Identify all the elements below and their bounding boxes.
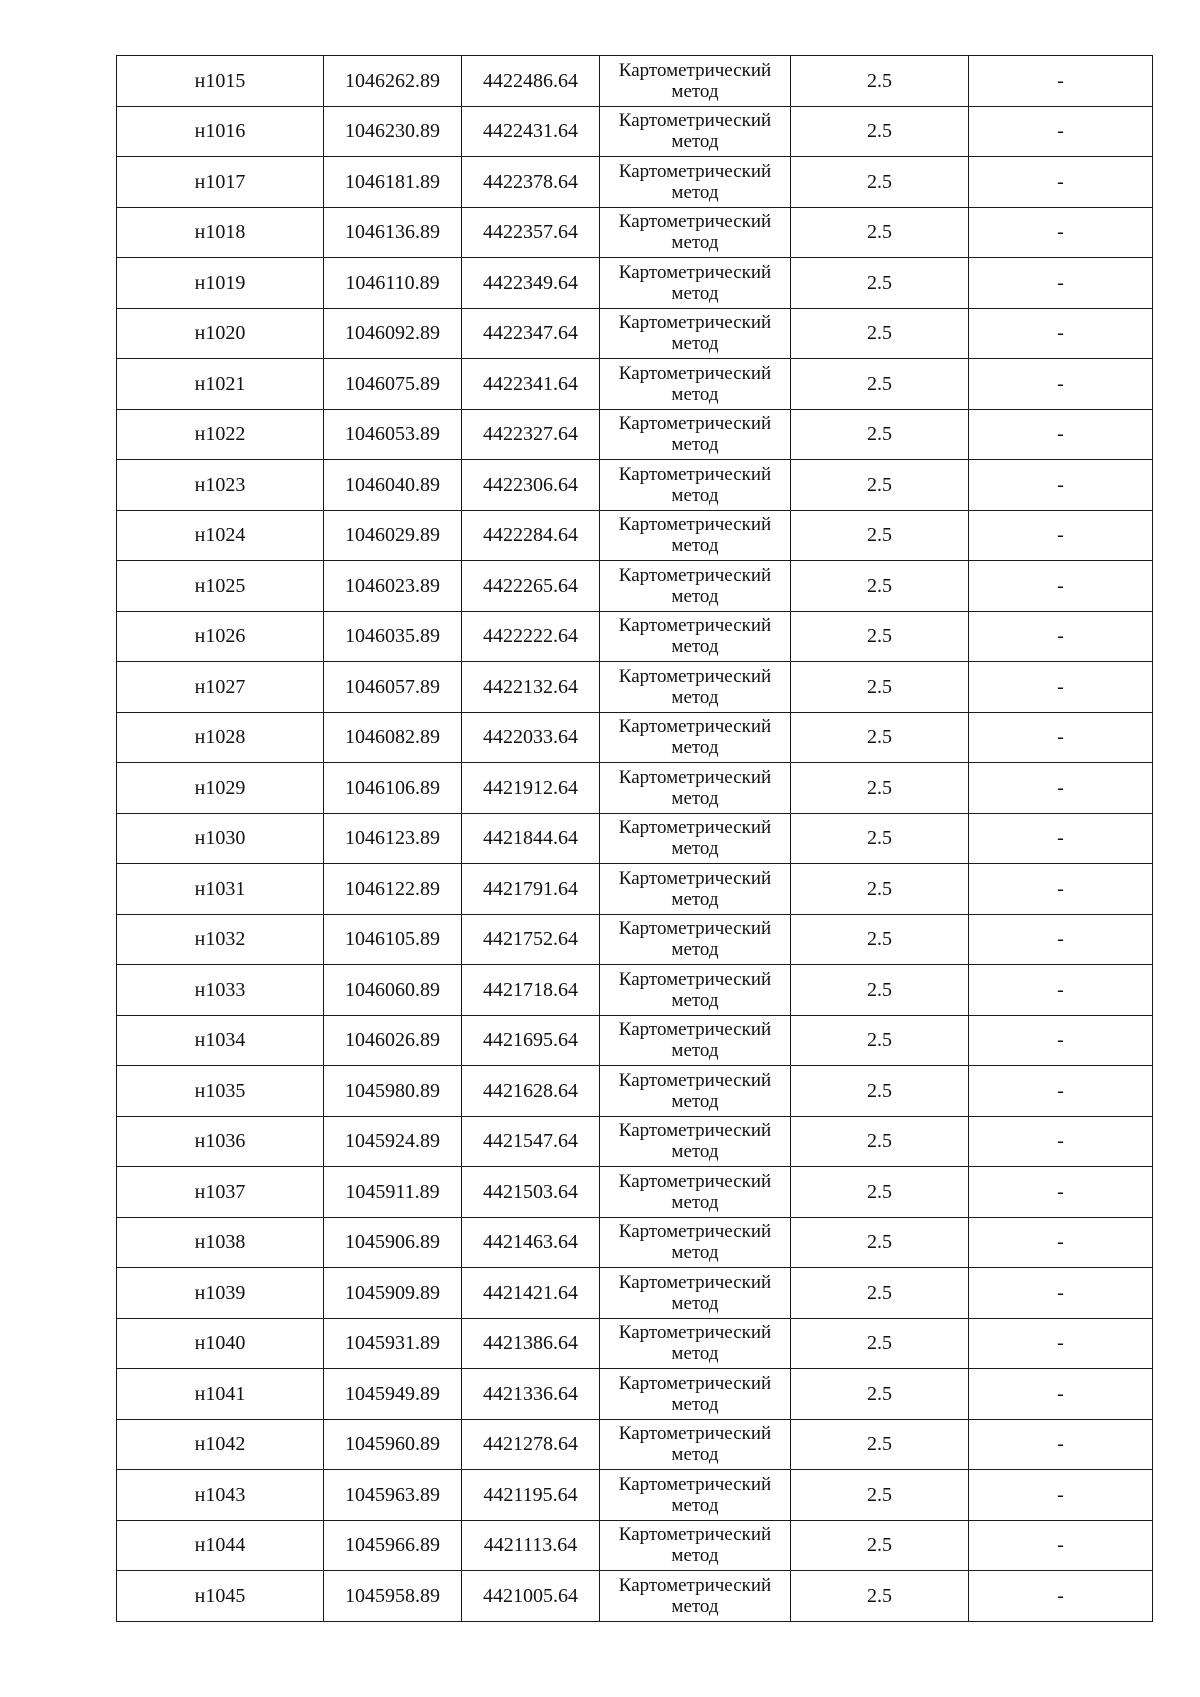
description-cell: - (969, 308, 1153, 359)
method-label-line1: Картометрический (618, 867, 772, 889)
y-coordinate-cell: 4421547.64 (462, 1116, 600, 1167)
accuracy-cell: 2.5 (791, 864, 969, 915)
description-cell: - (969, 207, 1153, 258)
accuracy-cell: 2.5 (791, 561, 969, 612)
description-cell: - (969, 157, 1153, 208)
point-number-cell: н1033 (117, 965, 324, 1016)
point-number-cell: н1035 (117, 1066, 324, 1117)
description-cell: - (969, 1419, 1153, 1470)
method-label-line1: Картометрический (618, 665, 772, 687)
method-cell (600, 1520, 791, 1571)
description-cell: - (969, 460, 1153, 511)
x-coordinate-cell: 1046060.89 (324, 965, 462, 1016)
method-label-line2: метод (671, 1595, 719, 1617)
point-number-cell: н1020 (117, 308, 324, 359)
x-coordinate-cell: 1046123.89 (324, 813, 462, 864)
description-cell: - (969, 561, 1153, 612)
x-coordinate-cell: 1045963.89 (324, 1470, 462, 1521)
method-label-line1: Картометрический (618, 1120, 772, 1142)
accuracy-cell: 2.5 (791, 207, 969, 258)
description-cell: - (969, 1318, 1153, 1369)
point-number-cell: н1028 (117, 712, 324, 763)
method-label-line2: метод (671, 383, 719, 405)
method-cell (600, 1369, 791, 1420)
x-coordinate-cell: 1046230.89 (324, 106, 462, 157)
point-number-cell: н1041 (117, 1369, 324, 1420)
table-row (117, 611, 1153, 662)
description-cell: - (969, 864, 1153, 915)
method-label-line2: метод (671, 1292, 719, 1314)
method-label-line1: Картометрический (618, 1372, 772, 1394)
point-number-cell: н1029 (117, 763, 324, 814)
method-label-line2: метод (671, 484, 719, 506)
y-coordinate-cell: 4422327.64 (462, 409, 600, 460)
method-label-line1: Картометрический (618, 1423, 772, 1445)
method-cell (600, 460, 791, 511)
method-cell (600, 864, 791, 915)
method-label-line1: Картометрический (618, 615, 772, 637)
x-coordinate-cell: 1046092.89 (324, 308, 462, 359)
y-coordinate-cell: 4421005.64 (462, 1571, 600, 1622)
description-cell: - (969, 359, 1153, 410)
method-label-line2: метод (671, 1494, 719, 1516)
point-number-cell: н1015 (117, 56, 324, 107)
point-number-cell: н1039 (117, 1268, 324, 1319)
y-coordinate-cell: 4422349.64 (462, 258, 600, 309)
point-number-cell: н1017 (117, 157, 324, 208)
method-label-line2: метод (671, 282, 719, 304)
y-coordinate-cell: 4422132.64 (462, 662, 600, 713)
method-cell (600, 1571, 791, 1622)
point-number-cell: н1032 (117, 914, 324, 965)
method-label-line2: метод (671, 888, 719, 910)
description-cell: - (969, 1217, 1153, 1268)
table-row (117, 359, 1153, 410)
method-label-line1: Картометрический (618, 1019, 772, 1041)
x-coordinate-cell: 1045931.89 (324, 1318, 462, 1369)
description-cell: - (969, 510, 1153, 561)
y-coordinate-cell: 4421844.64 (462, 813, 600, 864)
y-coordinate-cell: 4422222.64 (462, 611, 600, 662)
method-cell (600, 965, 791, 1016)
x-coordinate-cell: 1046035.89 (324, 611, 462, 662)
table-row (117, 308, 1153, 359)
description-cell: - (969, 1167, 1153, 1218)
description-cell: - (969, 1116, 1153, 1167)
description-cell: - (969, 1268, 1153, 1319)
x-coordinate-cell: 1046136.89 (324, 207, 462, 258)
method-cell (600, 1066, 791, 1117)
method-label-line2: метод (671, 737, 719, 759)
y-coordinate-cell: 4421386.64 (462, 1318, 600, 1369)
accuracy-cell: 2.5 (791, 359, 969, 410)
table-row (117, 1268, 1153, 1319)
method-cell (600, 1419, 791, 1470)
method-cell (600, 409, 791, 460)
x-coordinate-cell: 1046053.89 (324, 409, 462, 460)
table-row (117, 1116, 1153, 1167)
description-cell: - (969, 914, 1153, 965)
point-number-cell: н1022 (117, 409, 324, 460)
method-label-line2: метод (671, 1545, 719, 1567)
method-label-line2: метод (671, 535, 719, 557)
method-cell (600, 1217, 791, 1268)
method-cell (600, 1470, 791, 1521)
method-label-line1: Картометрический (618, 817, 772, 839)
method-label-line1: Картометрический (618, 968, 772, 990)
y-coordinate-cell: 4421752.64 (462, 914, 600, 965)
table-row (117, 1015, 1153, 1066)
accuracy-cell: 2.5 (791, 813, 969, 864)
method-label-line2: метод (671, 787, 719, 809)
x-coordinate-cell: 1045906.89 (324, 1217, 462, 1268)
table-row (117, 157, 1153, 208)
method-cell (600, 1015, 791, 1066)
point-number-cell: н1024 (117, 510, 324, 561)
method-label-line2: метод (671, 1040, 719, 1062)
method-label-line2: метод (671, 1444, 719, 1466)
table-row (117, 914, 1153, 965)
method-label-line1: Картометрический (618, 160, 772, 182)
method-label-line1: Картометрический (618, 1170, 772, 1192)
description-cell: - (969, 662, 1153, 713)
x-coordinate-cell: 1045949.89 (324, 1369, 462, 1420)
method-label-line1: Картометрический (618, 918, 772, 940)
x-coordinate-cell: 1045924.89 (324, 1116, 462, 1167)
point-number-cell: н1023 (117, 460, 324, 511)
point-number-cell: н1042 (117, 1419, 324, 1470)
y-coordinate-cell: 4421718.64 (462, 965, 600, 1016)
point-number-cell: н1045 (117, 1571, 324, 1622)
method-label-line1: Картометрический (618, 514, 772, 536)
y-coordinate-cell: 4422357.64 (462, 207, 600, 258)
x-coordinate-cell: 1046026.89 (324, 1015, 462, 1066)
y-coordinate-cell: 4421336.64 (462, 1369, 600, 1420)
x-coordinate-cell: 1045980.89 (324, 1066, 462, 1117)
table-row (117, 561, 1153, 612)
x-coordinate-cell: 1045911.89 (324, 1167, 462, 1218)
accuracy-cell: 2.5 (791, 1520, 969, 1571)
method-cell (600, 359, 791, 410)
table-row (117, 1167, 1153, 1218)
point-number-cell: н1036 (117, 1116, 324, 1167)
description-cell: - (969, 763, 1153, 814)
accuracy-cell: 2.5 (791, 1268, 969, 1319)
y-coordinate-cell: 4421695.64 (462, 1015, 600, 1066)
method-cell (600, 106, 791, 157)
x-coordinate-cell: 1046023.89 (324, 561, 462, 612)
method-cell (600, 1318, 791, 1369)
method-label-line1: Картометрический (618, 1069, 772, 1091)
description-cell: - (969, 56, 1153, 107)
table-row (117, 1217, 1153, 1268)
method-cell (600, 56, 791, 107)
description-cell: - (969, 1470, 1153, 1521)
point-number-cell: н1026 (117, 611, 324, 662)
method-label-line2: метод (671, 333, 719, 355)
accuracy-cell: 2.5 (791, 1015, 969, 1066)
table-row (117, 207, 1153, 258)
method-label-line1: Картометрический (618, 1322, 772, 1344)
point-number-cell: н1031 (117, 864, 324, 915)
x-coordinate-cell: 1046040.89 (324, 460, 462, 511)
y-coordinate-cell: 4422284.64 (462, 510, 600, 561)
x-coordinate-cell: 1046075.89 (324, 359, 462, 410)
description-cell: - (969, 965, 1153, 1016)
accuracy-cell: 2.5 (791, 1116, 969, 1167)
table-row (117, 460, 1153, 511)
accuracy-cell: 2.5 (791, 460, 969, 511)
coordinates-table-container (116, 55, 1152, 1622)
coordinates-table (116, 55, 1153, 1622)
accuracy-cell: 2.5 (791, 611, 969, 662)
method-label-line2: метод (671, 1191, 719, 1213)
method-cell (600, 712, 791, 763)
y-coordinate-cell: 4422033.64 (462, 712, 600, 763)
method-cell (600, 662, 791, 713)
y-coordinate-cell: 4421791.64 (462, 864, 600, 915)
description-cell: - (969, 1520, 1153, 1571)
x-coordinate-cell: 1046029.89 (324, 510, 462, 561)
accuracy-cell: 2.5 (791, 1419, 969, 1470)
method-label-line2: метод (671, 838, 719, 860)
method-label-line1: Картометрический (618, 110, 772, 132)
method-cell (600, 510, 791, 561)
point-number-cell: н1025 (117, 561, 324, 612)
y-coordinate-cell: 4422341.64 (462, 359, 600, 410)
point-number-cell: н1027 (117, 662, 324, 713)
table-row (117, 1066, 1153, 1117)
accuracy-cell: 2.5 (791, 1318, 969, 1369)
accuracy-cell: 2.5 (791, 157, 969, 208)
method-label-line1: Картометрический (618, 211, 772, 233)
method-label-line2: метод (671, 232, 719, 254)
method-label-line1: Картометрический (618, 463, 772, 485)
y-coordinate-cell: 4422378.64 (462, 157, 600, 208)
point-number-cell: н1043 (117, 1470, 324, 1521)
table-row (117, 106, 1153, 157)
y-coordinate-cell: 4421503.64 (462, 1167, 600, 1218)
description-cell: - (969, 409, 1153, 460)
accuracy-cell: 2.5 (791, 1571, 969, 1622)
method-cell (600, 308, 791, 359)
method-label-line1: Картометрический (618, 261, 772, 283)
description-cell: - (969, 813, 1153, 864)
point-number-cell: н1021 (117, 359, 324, 410)
method-label-line2: метод (671, 939, 719, 961)
method-cell (600, 763, 791, 814)
method-label-line2: метод (671, 181, 719, 203)
table-row (117, 1571, 1153, 1622)
table-row (117, 763, 1153, 814)
method-label-line1: Картометрический (618, 716, 772, 738)
method-label-line1: Картометрический (618, 413, 772, 435)
table-row (117, 510, 1153, 561)
table-row (117, 1419, 1153, 1470)
x-coordinate-cell: 1045909.89 (324, 1268, 462, 1319)
y-coordinate-cell: 4421195.64 (462, 1470, 600, 1521)
accuracy-cell: 2.5 (791, 1066, 969, 1117)
description-cell: - (969, 712, 1153, 763)
y-coordinate-cell: 4422306.64 (462, 460, 600, 511)
x-coordinate-cell: 1046262.89 (324, 56, 462, 107)
x-coordinate-cell: 1046105.89 (324, 914, 462, 965)
method-label-line2: метод (671, 1141, 719, 1163)
method-cell (600, 1116, 791, 1167)
point-number-cell: н1016 (117, 106, 324, 157)
accuracy-cell: 2.5 (791, 258, 969, 309)
description-cell: - (969, 1571, 1153, 1622)
method-label-line1: Картометрический (618, 362, 772, 384)
accuracy-cell: 2.5 (791, 1167, 969, 1218)
x-coordinate-cell: 1045958.89 (324, 1571, 462, 1622)
method-cell (600, 157, 791, 208)
x-coordinate-cell: 1046106.89 (324, 763, 462, 814)
point-number-cell: н1019 (117, 258, 324, 309)
point-number-cell: н1040 (117, 1318, 324, 1369)
method-label-line2: метод (671, 1343, 719, 1365)
method-label-line1: Картометрический (618, 766, 772, 788)
method-label-line2: метод (671, 989, 719, 1011)
method-label-line1: Картометрический (618, 564, 772, 586)
accuracy-cell: 2.5 (791, 409, 969, 460)
y-coordinate-cell: 4421912.64 (462, 763, 600, 814)
x-coordinate-cell: 1046082.89 (324, 712, 462, 763)
table-row (117, 864, 1153, 915)
accuracy-cell: 2.5 (791, 1369, 969, 1420)
method-cell (600, 1167, 791, 1218)
method-cell (600, 561, 791, 612)
method-label-line2: метод (671, 636, 719, 658)
x-coordinate-cell: 1046122.89 (324, 864, 462, 915)
coordinates-table-body (117, 56, 1153, 1622)
y-coordinate-cell: 4421113.64 (462, 1520, 600, 1571)
point-number-cell: н1044 (117, 1520, 324, 1571)
description-cell: - (969, 1066, 1153, 1117)
method-cell (600, 258, 791, 309)
table-row (117, 56, 1153, 107)
x-coordinate-cell: 1046110.89 (324, 258, 462, 309)
table-row (117, 1520, 1153, 1571)
method-cell (600, 914, 791, 965)
accuracy-cell: 2.5 (791, 106, 969, 157)
x-coordinate-cell: 1046057.89 (324, 662, 462, 713)
method-label-line2: метод (671, 585, 719, 607)
point-number-cell: н1018 (117, 207, 324, 258)
x-coordinate-cell: 1045960.89 (324, 1419, 462, 1470)
y-coordinate-cell: 4421278.64 (462, 1419, 600, 1470)
description-cell: - (969, 106, 1153, 157)
table-row (117, 1470, 1153, 1521)
description-cell: - (969, 1015, 1153, 1066)
accuracy-cell: 2.5 (791, 763, 969, 814)
table-row (117, 965, 1153, 1016)
method-label-line2: метод (671, 1090, 719, 1112)
method-cell (600, 611, 791, 662)
method-label-line2: метод (671, 1242, 719, 1264)
method-label-line1: Картометрический (618, 59, 772, 81)
point-number-cell: н1034 (117, 1015, 324, 1066)
accuracy-cell: 2.5 (791, 308, 969, 359)
table-row (117, 813, 1153, 864)
accuracy-cell: 2.5 (791, 1217, 969, 1268)
method-label-line1: Картометрический (618, 1574, 772, 1596)
accuracy-cell: 2.5 (791, 56, 969, 107)
point-number-cell: н1030 (117, 813, 324, 864)
point-number-cell: н1037 (117, 1167, 324, 1218)
accuracy-cell: 2.5 (791, 914, 969, 965)
table-row (117, 1318, 1153, 1369)
x-coordinate-cell: 1045966.89 (324, 1520, 462, 1571)
accuracy-cell: 2.5 (791, 662, 969, 713)
table-row (117, 1369, 1153, 1420)
y-coordinate-cell: 4421628.64 (462, 1066, 600, 1117)
y-coordinate-cell: 4421463.64 (462, 1217, 600, 1268)
method-cell (600, 1268, 791, 1319)
table-row (117, 258, 1153, 309)
accuracy-cell: 2.5 (791, 1470, 969, 1521)
y-coordinate-cell: 4422347.64 (462, 308, 600, 359)
table-row (117, 409, 1153, 460)
accuracy-cell: 2.5 (791, 510, 969, 561)
method-label-line1: Картометрический (618, 1271, 772, 1293)
y-coordinate-cell: 4422265.64 (462, 561, 600, 612)
table-row (117, 662, 1153, 713)
description-cell: - (969, 611, 1153, 662)
point-number-cell: н1038 (117, 1217, 324, 1268)
table-row (117, 712, 1153, 763)
description-cell: - (969, 1369, 1153, 1420)
method-label-line2: метод (671, 1393, 719, 1415)
method-cell (600, 207, 791, 258)
method-label-line1: Картометрический (618, 312, 772, 334)
method-label-line1: Картометрический (618, 1473, 772, 1495)
method-label-line2: метод (671, 131, 719, 153)
method-cell (600, 813, 791, 864)
method-label-line1: Картометрический (618, 1221, 772, 1243)
y-coordinate-cell: 4422431.64 (462, 106, 600, 157)
accuracy-cell: 2.5 (791, 965, 969, 1016)
description-cell: - (969, 258, 1153, 309)
method-label-line2: метод (671, 686, 719, 708)
accuracy-cell: 2.5 (791, 712, 969, 763)
method-label-line2: метод (671, 80, 719, 102)
x-coordinate-cell: 1046181.89 (324, 157, 462, 208)
y-coordinate-cell: 4422486.64 (462, 56, 600, 107)
method-label-line2: метод (671, 434, 719, 456)
y-coordinate-cell: 4421421.64 (462, 1268, 600, 1319)
method-label-line1: Картометрический (618, 1524, 772, 1546)
